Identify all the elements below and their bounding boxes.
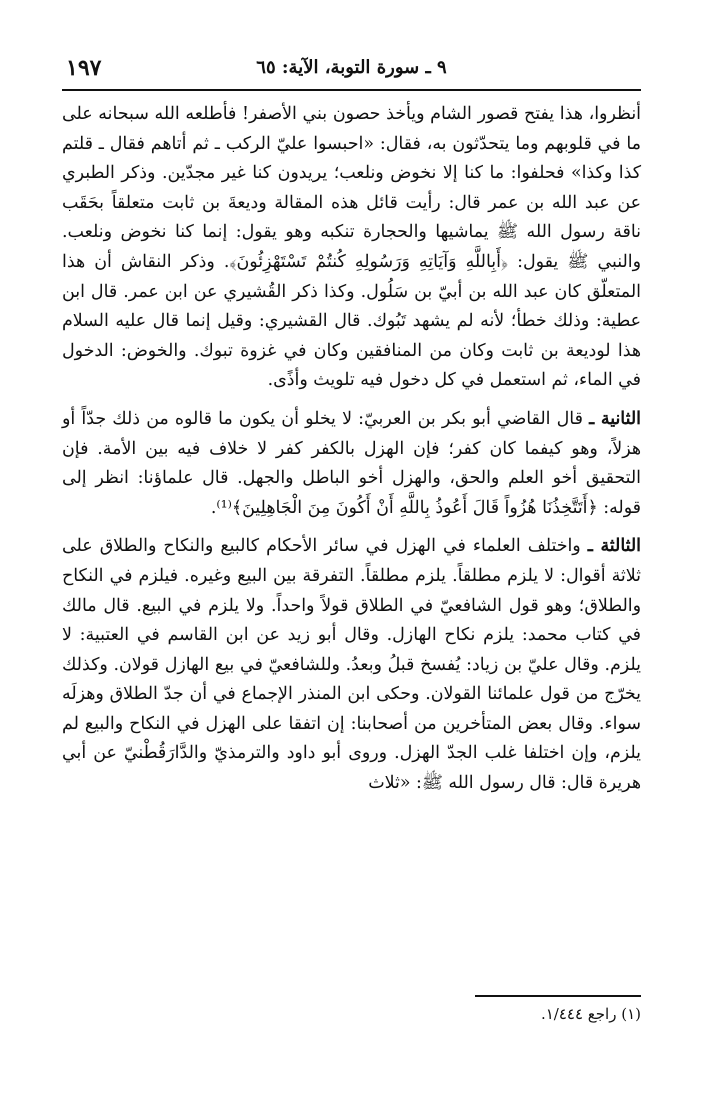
page-number: ١٩٧ xyxy=(66,55,102,81)
page-header xyxy=(62,55,641,91)
paragraph-second-issue xyxy=(62,405,641,523)
paragraph-text: أنظروا، هذا يفتح قصور الشام ويأخذ حصون بني الأصفر! فأطلعه الله سبحانه على ما في قلوبهم وما يتحدّثون به، فقال: «احبسوا عليّ الركب ـ ثم أتاهم فقال ـ قلتم كذا وكذا» فحلفوا: ما كنا إلا نخوض ونلعب؛ يريدون كنا غير مجدّين. وذكر الطبري عن عبد الله بن عمر قال: رأيت قائل هذه المقالة وديعةَ بن ثابت متعلقاً بحَقَب ناقة رسول الله ﷺ يماشيها والحجارة تنكبه وهو يقول: إنما كنا نخوض ونلعب. والنبي ﷺ يقول: ﴿أَبِاللَّهِ وَآيَاتِهِ وَرَسُولِهِ كُنتُمْ تَسْتَهْزِئُونَ﴾. وذكر النقاش أن هذا المتعلّق كان عبد الله بن أبيّ بن سَلُول. وكذا ذكر القُشيري عن ابن عمر. قال ابن عطية: وذلك خطأ؛ لأنه لم يشهد تَبُوك. قال القشيري: وقيل إنما قال عليه السلام هذا لوديعة بن ثابت وكان من المنافقين وكان في غزوة تبوك. والخوض: الدخول في الماء، ثم استعمل في كل دخول فيه تلويث وأذًى. xyxy=(62,104,641,391)
section-heading: الثانية ـ xyxy=(589,408,641,429)
section-heading: الثالثة ـ xyxy=(587,536,641,557)
running-title: ٩ ـ سورة التوبة، الآية: ٦٥ xyxy=(256,57,447,78)
paragraph-continuation xyxy=(62,100,641,396)
paragraph-text: واختلف العلماء في الهزل في سائر الأحكام كالبيع والنكاح والطلاق على ثلاثة أقوال: لا يلزم مطلقاً. يلزم مطلقاً. التفرقة بين البيع وغيره. فيلزم في النكاح والطلاق؛ وهو قول الشافعيّ في الطلاق قولاً واحداً. ولا يلزم في البيع. قال مالك في كتاب محمد: يلزم نكاح الهازل. وقال أبو زيد عن ابن القاسم في العتبية: لا يلزم. وقال عليّ بن زياد: يُفسخ قبلُ وبعدُ. وللشافعيّ في بيع الهازل قولان. وكذلك يخرّج من قول علمائنا القولان. وحكى ابن المنذر الإجماع في أن جدّ الطلاق وهزلَه سواء. وقال بعض المتأخرين من أصحابنا: إن اتفقا على الهزل في النكاح والبيع لم يلزم، وإن اختلفا غلب الجدّ الهزل. وروى أبو داود والترمذيّ والدَّارَقُطْنيّ عن أبي هريرة قال: قال رسول الله ﷺ: «ثلاث xyxy=(62,536,641,794)
header-divider xyxy=(62,89,641,91)
footnote-divider xyxy=(475,995,641,997)
paragraph-text: قال القاضي أبو بكر بن العربيّ: لا يخلو أن يكون ما قالوه من ذلك جدّاً أو هزلاً، وهو كيفما كان كفر؛ فإن الهزل بالكفر كفر لا خلاف فيه بين الأمة. فإن التحقيق أخو العلم والحق، والهزل أخو الباطل والجهل. قال علماؤنا: انظر إلى قوله: ﴿أَتَتَّخِذُنَا هُزُواً قَالَ أَعُوذُ بِاللَّهِ أَنْ أَكُونَ مِنَ الْجَاهِلِينَ﴾⁽¹⁾. xyxy=(62,408,641,518)
page-body xyxy=(62,100,641,808)
footnote: (١) راجع ١/٤٤٤. xyxy=(540,1005,641,1023)
paragraph-third-issue xyxy=(62,532,641,798)
